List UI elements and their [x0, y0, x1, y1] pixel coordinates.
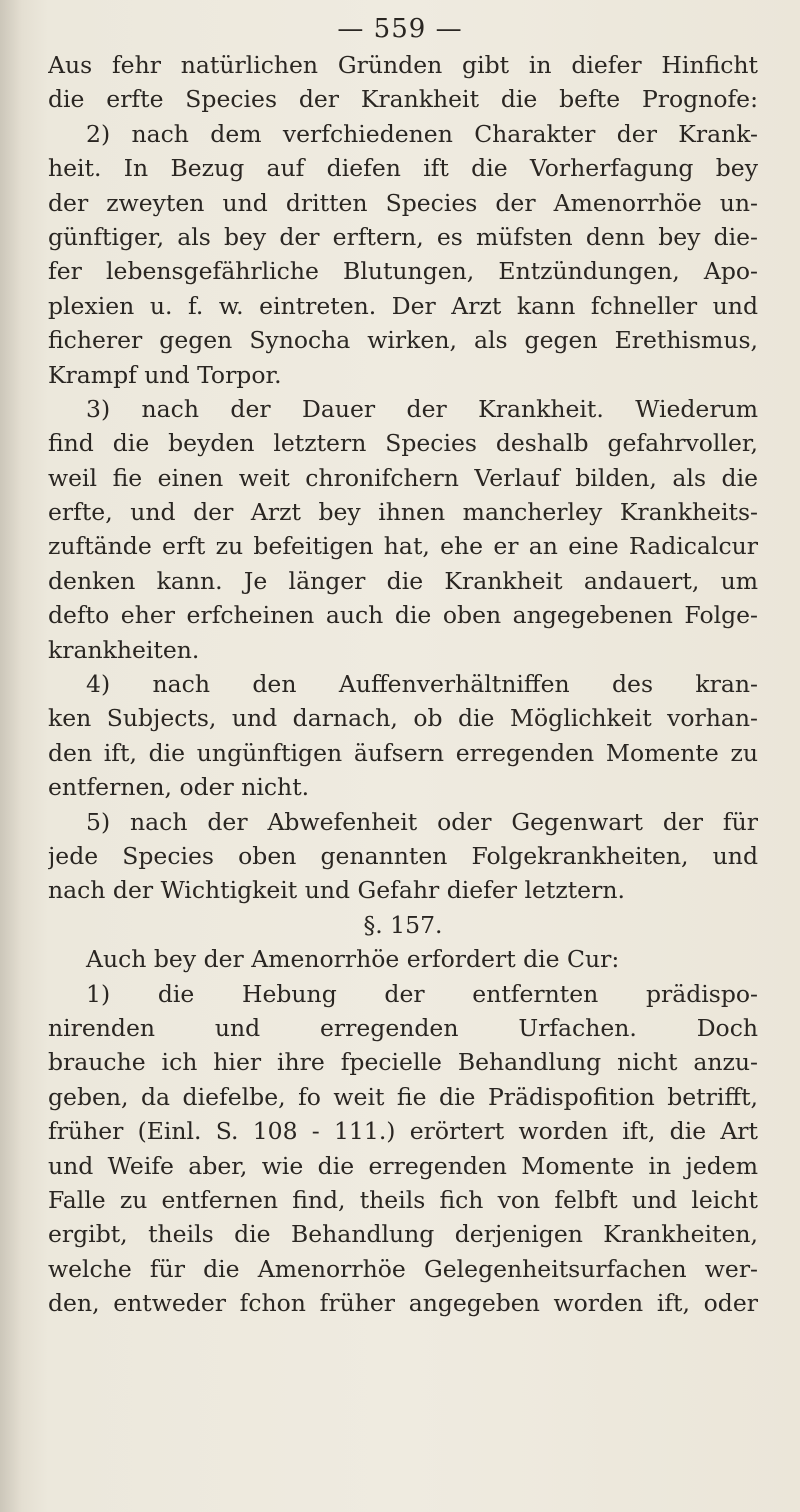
- text-line: heit. In Bezug auf diefen ift die Vorherfagung bey: [48, 154, 758, 183]
- text-line: zuftände erft zu befeitigen hat, ehe er an eine Radicalcur: [48, 532, 758, 561]
- text-line: brauche ich hier ihre fpecielle Behandlung nicht anzu-: [48, 1048, 758, 1077]
- body-text: [48, 48, 758, 1320]
- section-number: §. 157.: [363, 910, 443, 939]
- text-line: nirenden und erregenden Urfachen. Doch: [48, 1013, 758, 1042]
- text-line: 3) nach der Dauer der Krankheit. Wiederum: [86, 394, 758, 423]
- text-line: krankheiten.: [48, 635, 200, 664]
- text-line: ken Subjects, und darnach, ob die Möglichkeit vorhan-: [48, 704, 758, 733]
- text-line: plexien u. f. w. eintreten. Der Arzt kann fchneller und: [48, 291, 758, 320]
- text-line: entfernen, oder nicht.: [48, 773, 310, 802]
- text-line: fer lebensgefährliche Blutungen, Entzündungen, Apo-: [48, 257, 758, 286]
- text-line: und Weife aber, wie die erregenden Momente in jedem: [48, 1151, 758, 1180]
- text-line: 2) nach dem verfchiedenen Charakter der Krank-: [86, 119, 758, 148]
- text-line: erfte, und der Arzt bey ihnen mancherley Krankheits-: [48, 498, 758, 527]
- text-line: find die beyden letztern Species deshalb gefahrvoller,: [48, 429, 758, 458]
- text-line: Auch bey der Amenorrhöe erfordert die Cur:: [86, 945, 620, 974]
- text-line: 4) nach den Auffenverhältniffen des kran-: [86, 670, 758, 699]
- text-line: Krampf und Torpor.: [48, 360, 282, 389]
- text-line: Aus fehr natürlichen Gründen gibt in diefer Hinficht: [48, 51, 758, 79]
- text-line: defto eher erfcheinen auch die oben angegebenen Folge-: [48, 601, 758, 630]
- text-line: ficherer gegen Synocha wirken, als gegen Erethismus,: [48, 326, 758, 355]
- text-line: denken kann. Je länger die Krankheit andauert, um: [48, 566, 758, 595]
- text-line: Falle zu entfernen find, theils fich von felbft und leicht: [48, 1185, 758, 1214]
- text-line: jede Species oben genannten Folgekrankheiten, und: [48, 841, 758, 870]
- page-number: — 559 —: [337, 14, 463, 44]
- text-line: günftiger, als bey der erftern, es müfsten denn bey die-: [48, 222, 758, 251]
- text-line: den, entweder fchon früher angegeben worden ift, oder: [48, 1289, 758, 1318]
- text-line: 1) die Hebung der entfernten prädispo-: [86, 979, 758, 1008]
- text-line: die erfte Species der Krankheit die befte Prognofe:: [48, 85, 758, 114]
- text-line: welche für die Amenorrhöe Gelegenheitsurfachen wer-: [48, 1254, 758, 1283]
- text-line: der zweyten und dritten Species der Amenorrhöe un-: [48, 188, 758, 217]
- text-line: früher (Einl. S. 108 - 111.) erörtert worden ift, die Art: [48, 1117, 758, 1146]
- text-line: geben, da diefelbe, fo weit fie die Prädispofition betrifft,: [48, 1082, 758, 1111]
- text-line: weil fie einen weit chronifchern Verlauf bilden, als die: [48, 463, 758, 492]
- text-line: ergibt, theils die Behandlung derjenigen Krankheiten,: [48, 1220, 758, 1249]
- text-line: nach der Wichtigkeit und Gefahr diefer letztern.: [48, 876, 625, 905]
- text-line: 5) nach der Abwefenheit oder Gegenwart der für: [86, 807, 758, 836]
- text-line: den ift, die ungünftigen äufsern erregenden Momente zu: [48, 738, 758, 767]
- page-edge-shadow: [0, 0, 22, 1512]
